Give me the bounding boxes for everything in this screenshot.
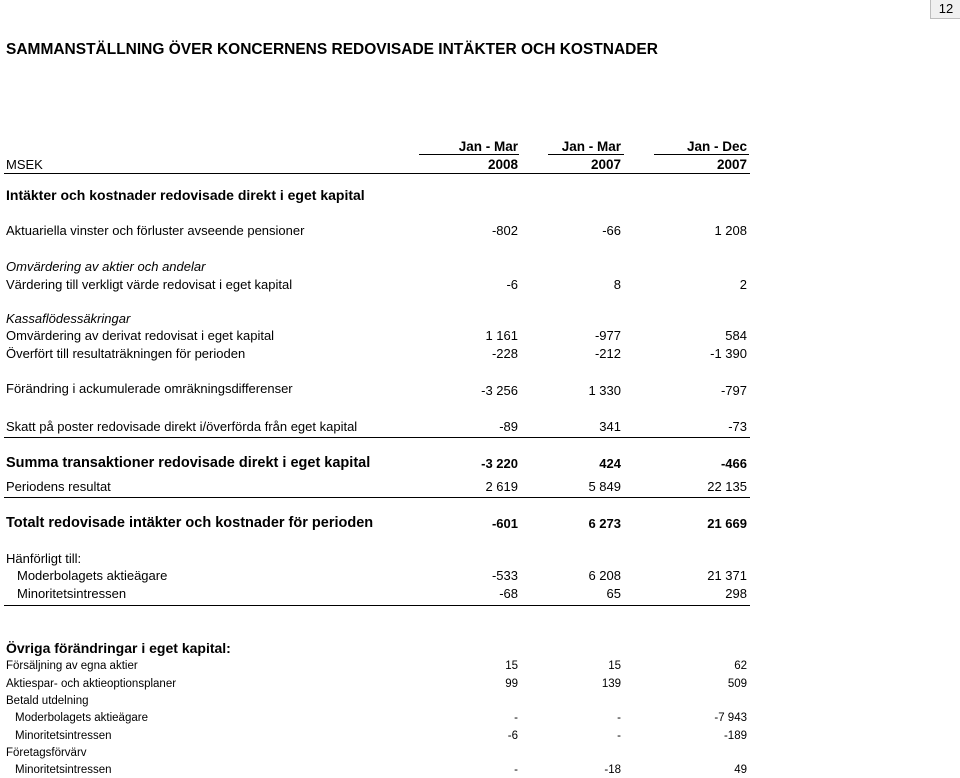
row-value-col2: 424 [599,456,621,471]
row-value-col1: - [514,764,518,776]
row-value-col1: - [514,712,518,724]
column-header-year-3: 2007 [716,157,747,172]
row-value-col2: - [617,730,621,742]
row-value-col3: 509 [727,678,747,690]
row-label: Minoritetsintressen [15,764,112,776]
row-label: Företagsförvärv [6,747,87,759]
page-title: SAMMANSTÄLLNING ÖVER KONCERNENS REDOVISADE INTÄKTER OCH KOSTNADER [6,41,658,58]
row-value-col2: 6 273 [588,516,621,531]
table-row [0,745,960,761]
row-value-col2: 6 208 [588,568,621,583]
table-row [0,515,960,531]
row-value-col3: -466 [720,456,747,471]
table-row [0,586,960,602]
table-row [0,693,960,709]
column-header-rule-3 [654,154,749,155]
table-row [0,455,960,471]
table-row [0,762,960,778]
header-bottom-rule [4,173,750,174]
row-label: Minoritetsintressen [15,730,112,742]
row-label: Hänförligt till: [6,551,82,566]
column-header-rule-1 [419,154,519,155]
row-value-col1: -533 [491,568,518,583]
table-row [0,311,960,327]
row-value-col1: -802 [491,223,518,238]
row-value-col2: 1 330 [588,383,621,398]
row-value-col3: -189 [723,730,747,742]
table-row [0,676,960,692]
row-label: Aktiespar- och aktieoptionsplaner [6,678,177,690]
table-row [0,640,960,656]
row-value-col1: 1 161 [485,328,518,343]
row-value-col1: -6 [507,730,518,742]
row-label: Moderbolagets aktieägare [17,568,168,583]
row-rule [4,497,750,498]
row-label: Omvärdering av derivat redovisat i eget kapital [6,328,275,343]
row-value-col2: 139 [601,678,621,690]
row-label: Skatt på poster redovisade direkt i/överförda från eget kapital [6,419,358,434]
unit-label: MSEK [6,157,43,172]
table-row [0,419,960,435]
row-rule [4,437,750,438]
table-row [0,728,960,744]
row-value-col1: -601 [491,516,518,531]
row-value-col1: 15 [505,660,518,672]
row-value-col3: 298 [725,586,747,601]
row-value-col1: -6 [506,277,518,292]
table-row [0,658,960,674]
row-value-col3: 1 208 [714,223,747,238]
row-label: Periodens resultat [6,479,111,494]
row-label: Kassaflödessäkringar [6,311,131,326]
column-header-year-2: 2007 [590,157,621,172]
row-value-col1: -3 256 [481,383,518,398]
row-label: Omvärdering av aktier och andelar [6,259,206,274]
row-value-col2: 8 [613,277,621,292]
table-row [0,223,960,239]
table-row [0,551,960,567]
row-value-col2: 15 [608,660,621,672]
page-number: 12 [930,0,960,19]
row-value-col1: -89 [499,419,518,434]
column-header-period-2: Jan - Mar [561,139,621,154]
row-value-col1: 2 619 [485,479,518,494]
row-label: Totalt redovisade intäkter och kostnader för perioden [6,515,374,531]
row-value-col3: -73 [728,419,747,434]
row-value-col2: -212 [594,346,621,361]
row-value-col3: -1 390 [710,346,747,361]
row-label: Betald utdelning [6,695,89,707]
table-row [0,328,960,344]
row-value-col1: 99 [505,678,518,690]
row-rule [4,605,750,606]
row-label: Intäkter och kostnader redovisade direkt i eget kapital [6,187,365,203]
column-header-year-1: 2008 [487,157,518,172]
row-value-col1: -68 [499,586,518,601]
row-value-col3: 22 135 [707,479,747,494]
row-value-col2: -18 [604,764,621,776]
row-value-col2: 5 849 [588,479,621,494]
table-row [0,277,960,293]
row-value-col3: -7 943 [714,712,747,724]
row-value-col1: -228 [491,346,518,361]
row-label: Övriga förändringar i eget kapital: [6,640,231,656]
table-row [0,568,960,584]
table-row [0,710,960,726]
column-header-period-1: Jan - Mar [458,139,518,154]
row-label: Försäljning av egna aktier [6,660,138,672]
row-label: Minoritetsintressen [17,586,127,601]
table-row [0,381,960,397]
column-header-rule-2 [548,154,624,155]
row-label: Förändring i ackumulerade omräkningsdifferenser [6,381,293,396]
row-value-col3: 49 [734,764,747,776]
row-label: Moderbolagets aktieägare [15,712,148,724]
row-value-col3: 2 [739,277,747,292]
table-row [0,479,960,495]
row-value-col2: 341 [599,419,621,434]
row-value-col3: 21 669 [707,516,747,531]
row-value-col2: - [617,712,621,724]
table-row [0,259,960,275]
table-row [0,346,960,362]
row-label: Överfört till resultaträkningen för perioden [6,346,246,361]
row-value-col1: -3 220 [481,456,518,471]
row-label: Aktuariella vinster och förluster avseende pensioner [6,223,305,238]
column-header-period-3: Jan - Dec [686,139,747,154]
row-value-col2: -66 [602,223,621,238]
row-value-col3: -797 [720,383,747,398]
row-value-col2: -977 [594,328,621,343]
row-value-col3: 62 [734,660,747,672]
row-value-col2: 65 [606,586,621,601]
row-label: Summa transaktioner redovisade direkt i eget kapital [6,455,371,471]
row-label: Värdering till verkligt värde redovisat i eget kapital [6,277,293,292]
table-row [0,187,960,203]
row-value-col3: 584 [725,328,747,343]
row-value-col3: 21 371 [707,568,747,583]
